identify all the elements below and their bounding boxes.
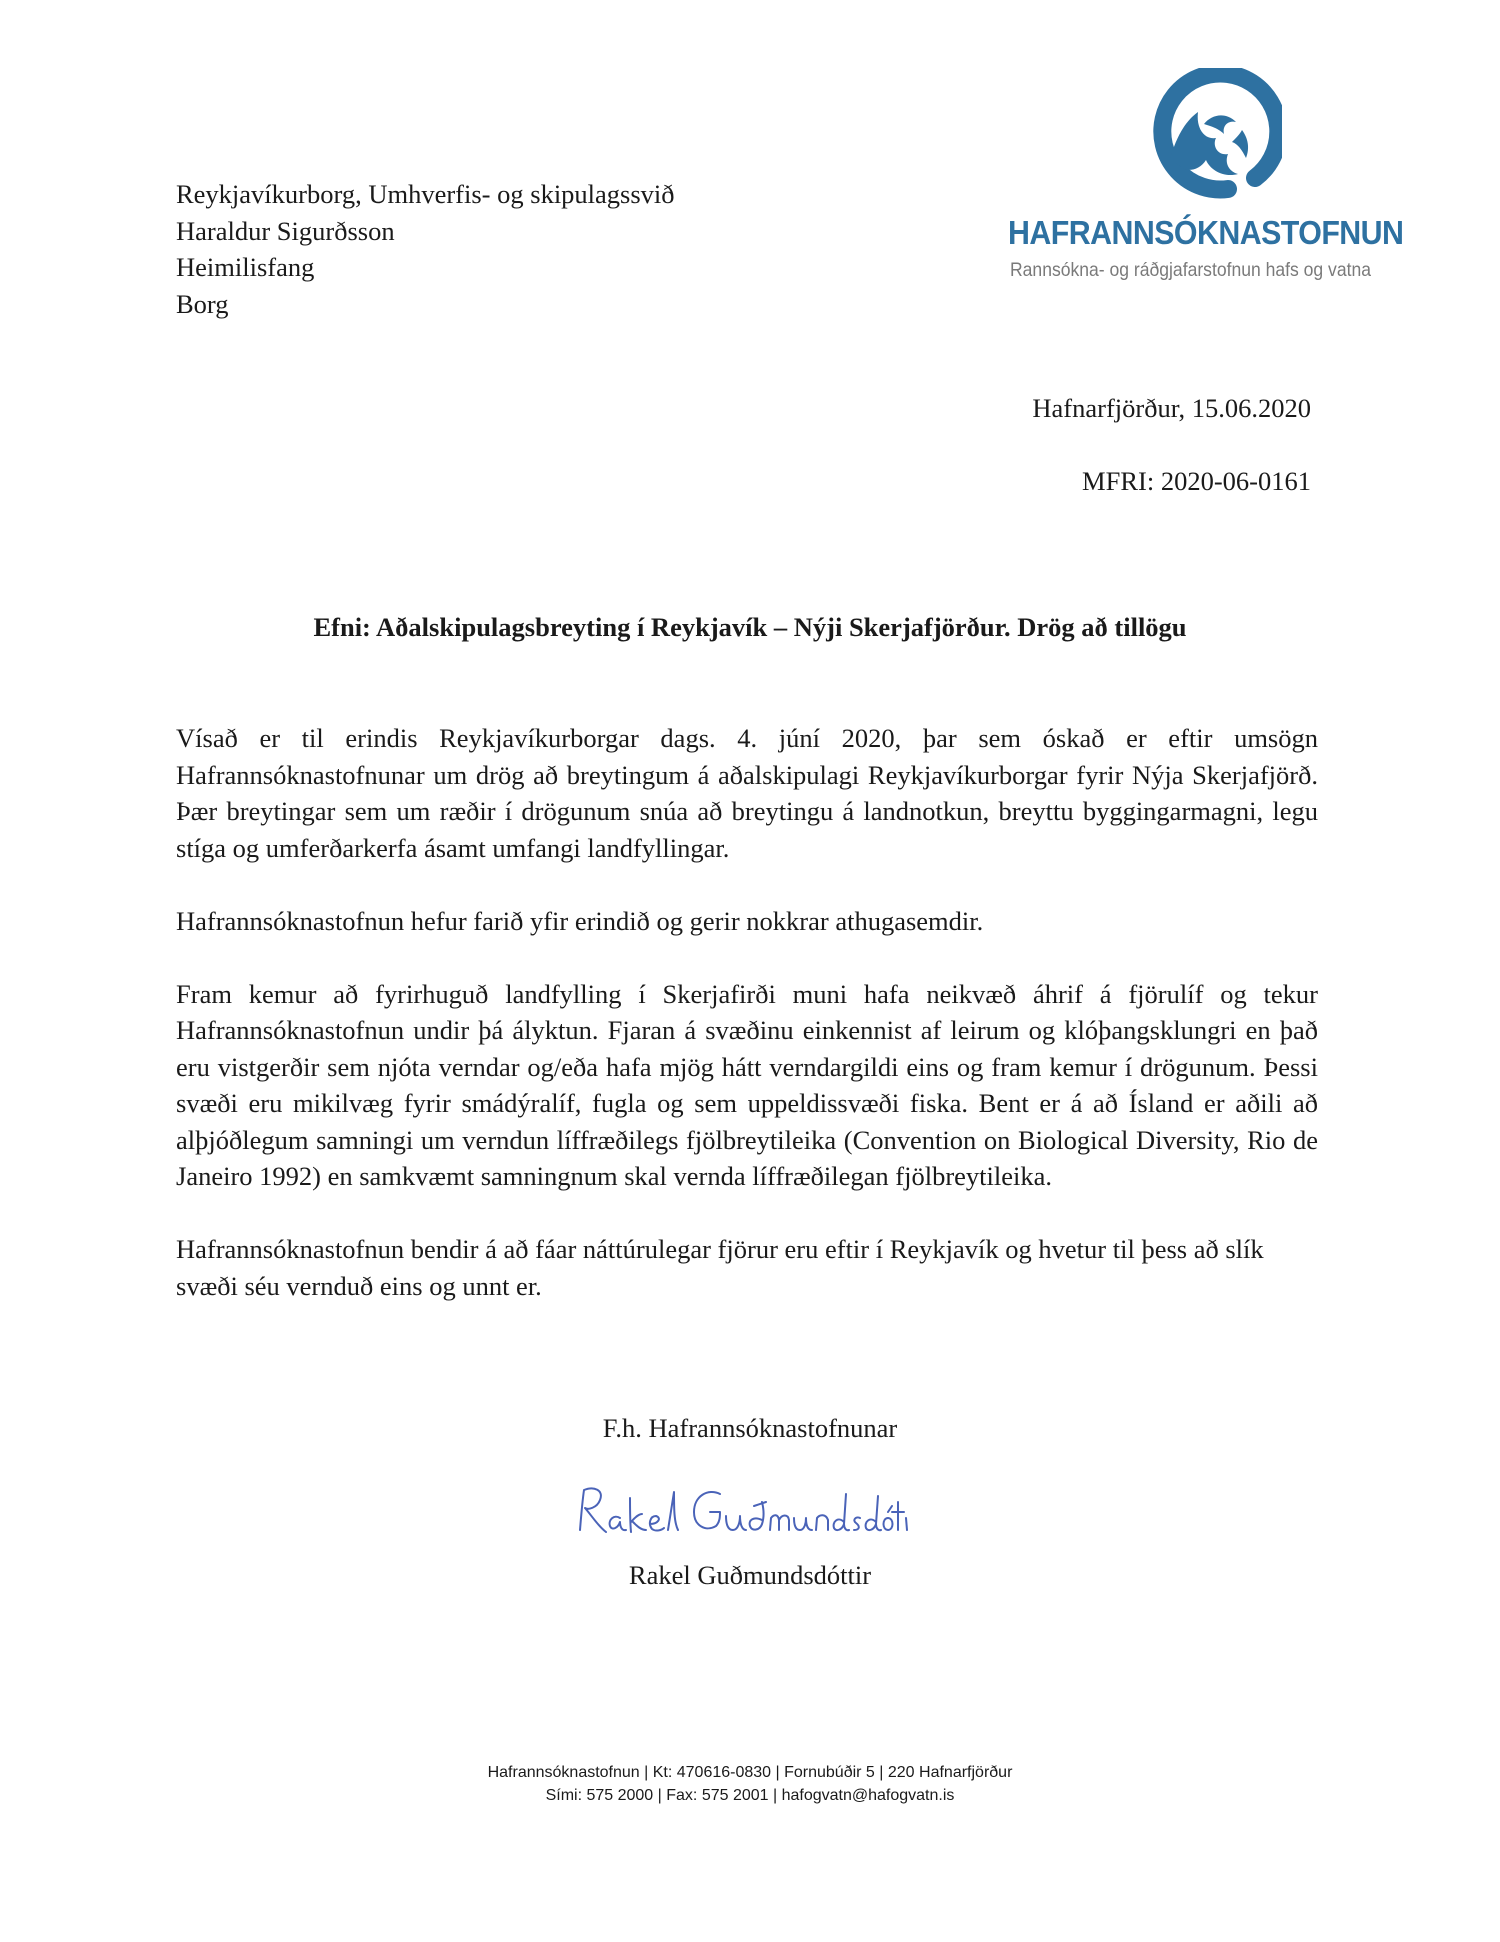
body-paragraph: Vísað er til erindis Reykjavíkurborgar dags. 4. júní 2020, þar sem óskað er eftir umsögn Hafrannsóknastofnunar um drög að breytingum á aðalskipulagi Reykjavíkurborgar fyrir Nýja Skerjafjörð. Þær breytingar sem um ræðir í drögunum snúa að breytingu á landnotkun, breyttu byggingarmagni, legu stíga og umferðarkerfa ásamt umfangi landfyllingar.	[176, 723, 1318, 863]
footer-line: Hafrannsóknastofnun | Kt: 470616-0830 | Fornubúðir 5 | 220 Hafnarfjörður	[487, 1764, 1013, 1781]
recipient-address	[176, 176, 675, 322]
recipient-line: Borg	[176, 288, 229, 319]
body-paragraph: Fram kemur að fyrirhuguð landfylling í Skerjafirði muni hafa neikvæð áhrif á fjörulíf og tekur Hafrannsóknastofnun undir þá ályktun. Fjaran á svæðinu einkennist af leirum og klóþangsklungri en það eru vistgerðir sem njóta verndar og/eða hafa mjög hátt verndargildi eins og fram kemur í drögunum. Þessi svæði eru mikilvæg fyrir smádýralíf, fugla og sem uppeldissvæði fiska. Bent er á að Ísland er aðili að alþjóðlegum samningi um verndun líffræðilegs fjölbreytileika (Convention on Biological Diversity, Rio de Janeiro 1992) en samkvæmt samningnum skal vernda líffræðilegan fjölbreytileika.	[176, 978, 1318, 1191]
handwritten-signature	[570, 1478, 910, 1548]
body-paragraph: Hafrannsóknastofnun bendir á að fáar náttúrulegar fjörur eru eftir í Reykjavík og hvetur til þess að slík svæði séu vernduð eins og unnt er.	[176, 1234, 1264, 1301]
institution-logo	[1008, 68, 1408, 298]
reference-number: MFRI: 2020-06-0161	[1082, 466, 1311, 496]
subject-line: Efni: Aðalskipulagsbreyting í Reykjavík – Nýji Skerjafjörður. Drög að tillögu	[313, 612, 1187, 642]
place-date: Hafnarfjörður, 15.06.2020	[1032, 393, 1311, 423]
wave-circle-icon	[1142, 68, 1282, 202]
closing-line: F.h. Hafrannsóknastofnunar	[602, 1413, 898, 1443]
body-paragraph: Hafrannsóknastofnun hefur farið yfir erindið og gerir nokkrar athugasemdir.	[176, 905, 984, 936]
recipient-line: Heimilisfang	[176, 252, 315, 282]
recipient-line: Haraldur Sigurðsson	[176, 215, 395, 246]
recipient-line: Reykjavíkurborg, Umhverfis- og skipulagssvið	[176, 179, 675, 209]
letter-body	[176, 720, 1318, 1341]
logo-tagline: Rannsókna- og ráðgjafarstofnun hafs og vatna	[1010, 259, 1371, 281]
letter-footer	[300, 1761, 1200, 1807]
footer-line: Sími: 575 2000 | Fax: 575 2001 | hafogvatn@hafogvatn.is	[545, 1787, 955, 1804]
logo-wordmark: HAFRANNSÓKNASTOFNUN	[1008, 214, 1404, 251]
signer-name: Rakel Guðmundsdóttir	[628, 1560, 872, 1590]
